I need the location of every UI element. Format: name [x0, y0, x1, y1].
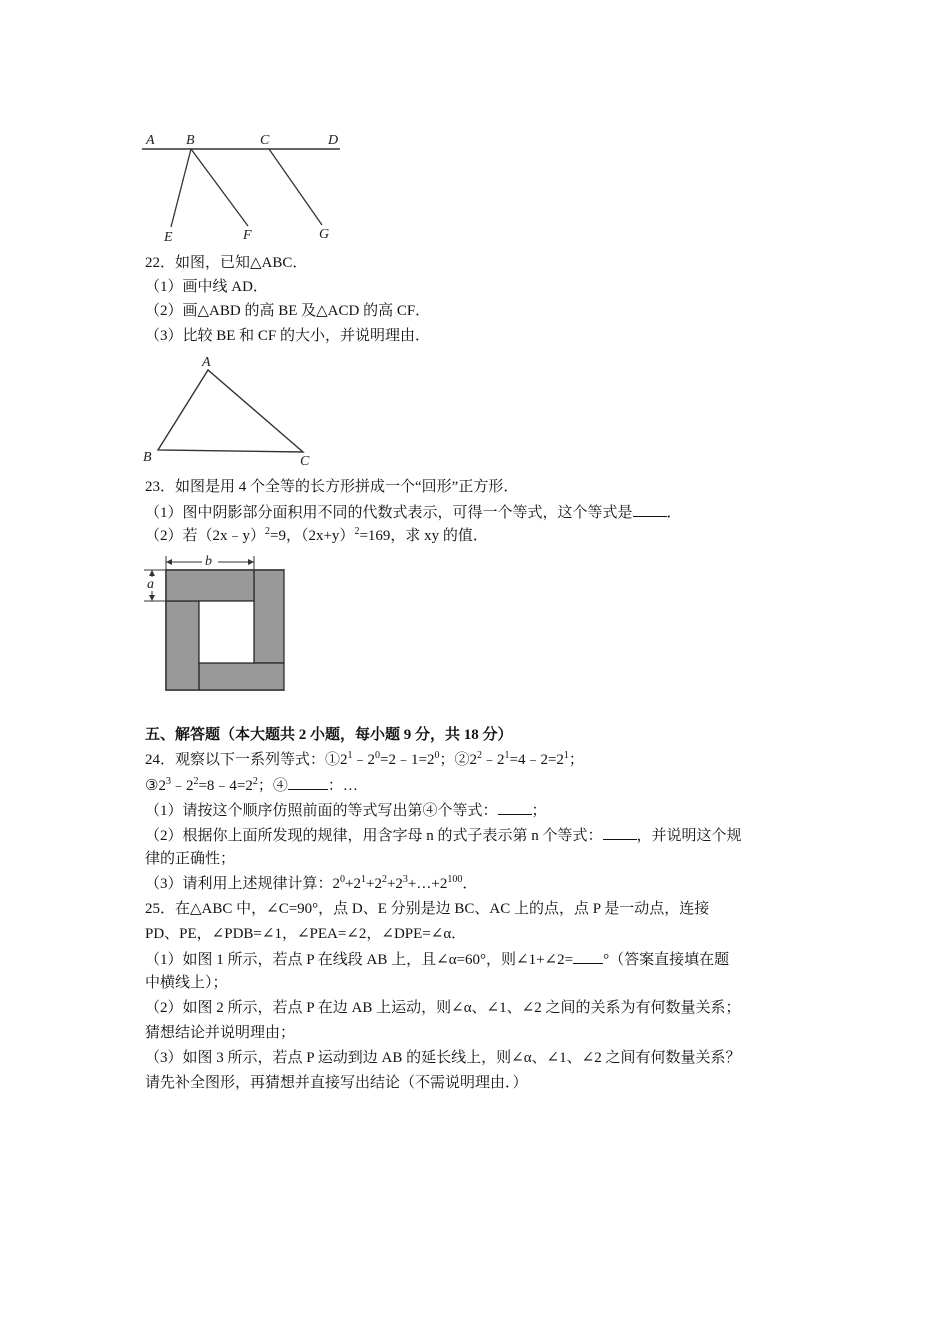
q25-part3-cont: 请先补全图形，再猜想并直接写出结论（不需说明理由．） — [145, 1075, 528, 1091]
text: ． — [462, 876, 478, 892]
q23-part1-text: （1）图中阴影部分面积用不同的代数式表示，可得一个等式，这个等式是 — [145, 505, 633, 521]
text: =2﹣1=2 — [380, 752, 435, 768]
exponent: 3 — [165, 776, 171, 787]
q25-part3: （3）如图 3 所示，若点 P 运动到边 AB 的延长线上，则∠α、∠1、∠2 之间有何数量关系？ — [145, 1050, 741, 1066]
q25-line1: 25．在△ABC 中，∠C=90°，点 D、E 分别是边 BC、AC 上的点，点 P 是一动点，连接 — [145, 901, 710, 917]
text: ﹣2 — [481, 752, 505, 768]
q25-line2: PD、PE，∠PDB=∠1，∠PEA=∠2，∠DPE=∠α． — [145, 926, 467, 942]
text: （1）请按这个顺序仿照前面的等式写出第④个等式： — [145, 803, 498, 819]
exponent: 2 — [193, 776, 199, 787]
q22-part3: （3）比较 BE 和 CF 的大小，并说明理由． — [145, 328, 431, 344]
text: =4﹣2=2 — [509, 752, 564, 768]
exponent: 1 — [347, 750, 353, 761]
exponent: 0 — [375, 750, 381, 761]
exponent: 1 — [504, 750, 510, 761]
q25-part1 — [145, 949, 729, 970]
exponent: 2 — [381, 874, 387, 885]
exponent: 0 — [340, 874, 346, 885]
text: ，并说明这个规 — [636, 828, 742, 844]
text: ； — [531, 803, 547, 819]
label-a: A — [202, 355, 211, 370]
q24-line1 — [145, 750, 584, 770]
q23-part1 — [145, 502, 682, 523]
exponent: 2 — [252, 776, 258, 787]
label-f: F — [243, 228, 252, 243]
exponent: 1 — [360, 874, 366, 885]
text: ﹣2 — [170, 778, 194, 794]
q24-part2 — [145, 825, 742, 846]
answer-blank[interactable] — [288, 775, 328, 790]
figure-line-segments — [138, 125, 348, 245]
rect-top — [166, 570, 254, 601]
segment-cg — [269, 149, 322, 225]
figure-triangle-abc — [138, 350, 328, 470]
label-c: C — [260, 133, 270, 148]
rect-right — [254, 570, 284, 663]
answer-blank[interactable] — [633, 502, 667, 517]
text: （2）根据你上面所发现的规律，用含字母 n 的式子表示第 n 个等式： — [145, 828, 603, 844]
rect-bottom — [199, 663, 284, 690]
answer-blank[interactable] — [573, 949, 603, 964]
text: +2 — [345, 876, 361, 892]
exponent: 2 — [354, 526, 360, 537]
segment-be — [171, 149, 191, 227]
q22-title: 22．如图，已知△ABC． — [145, 255, 308, 271]
text: ﹣2 — [352, 752, 376, 768]
q23-part2-c: =9，（2x+y） — [270, 528, 355, 544]
label-e: E — [164, 230, 173, 245]
text: （3）请利用上述规律计算：2 — [145, 876, 341, 892]
label-c: C — [300, 454, 310, 469]
exponent: 2 — [476, 750, 482, 761]
exponent: 1 — [563, 750, 569, 761]
segment-bf — [191, 149, 248, 226]
label-a: A — [146, 133, 155, 148]
label-b: B — [143, 450, 152, 465]
text: 24．观察以下一系列等式：①2 — [145, 752, 348, 768]
label-d: D — [328, 133, 339, 148]
q22-part1: （1）画中线 AD． — [145, 279, 268, 295]
q23-title: 23．如图是用 4 个全等的长方形拼成一个“回形”正方形． — [145, 479, 519, 495]
exponent: 3 — [402, 874, 408, 885]
q23-part2-a: （2）若（2x﹣y） — [145, 528, 266, 544]
figure-square-rectangles — [138, 550, 298, 695]
q25-part1-cont: 中横线上）； — [145, 975, 228, 991]
q25-part2-cont: 猜想结论并说明理由； — [145, 1025, 296, 1041]
label-b: b — [205, 554, 212, 569]
q25-part2: （2）如图 2 所示，若点 P 在边 AB 上运动，则∠α、∠1、∠2 之间的关系为有何数量关系； — [145, 1000, 741, 1016]
q24-part1 — [145, 800, 547, 821]
exponent: 2 — [265, 526, 271, 537]
text: +2 — [386, 876, 403, 892]
text: =8﹣4=2 — [198, 778, 253, 794]
q23-part2 — [145, 526, 488, 546]
q24-line2 — [145, 775, 358, 796]
text: +…+2 — [407, 876, 448, 892]
answer-blank[interactable] — [498, 800, 532, 815]
q24-part3 — [145, 874, 477, 894]
section-title: 五、解答题（本大题共 2 小题，每小题 9 分，共 18 分） — [145, 727, 513, 743]
text: ；②2 — [439, 752, 477, 768]
text: °（答案直接填在题 — [603, 952, 730, 968]
text: +2 — [365, 876, 382, 892]
q22-part2: （2）画△ABD 的高 BE 及△ACD 的高 CF． — [145, 303, 431, 319]
q24-part2-cont: 律的正确性； — [145, 851, 236, 867]
q23-part1-end: ． — [666, 505, 682, 521]
label-b: B — [186, 133, 195, 148]
text: ； — [568, 752, 584, 768]
triangle-abc — [158, 370, 303, 452]
text: ：… — [327, 778, 358, 794]
exponent: 100 — [447, 874, 463, 885]
label-a: a — [147, 577, 154, 592]
label-g: G — [319, 227, 330, 242]
rect-left — [166, 601, 199, 690]
answer-blank[interactable] — [603, 825, 637, 840]
text: ③2 — [145, 778, 166, 794]
text: （1）如图 1 所示，若点 P 在线段 AB 上，且∠α=60°，则∠1+∠2= — [145, 952, 574, 968]
q23-part2-e: =169，求 xy 的值． — [359, 528, 488, 544]
exponent: 0 — [434, 750, 440, 761]
text: ；④ — [257, 778, 288, 794]
